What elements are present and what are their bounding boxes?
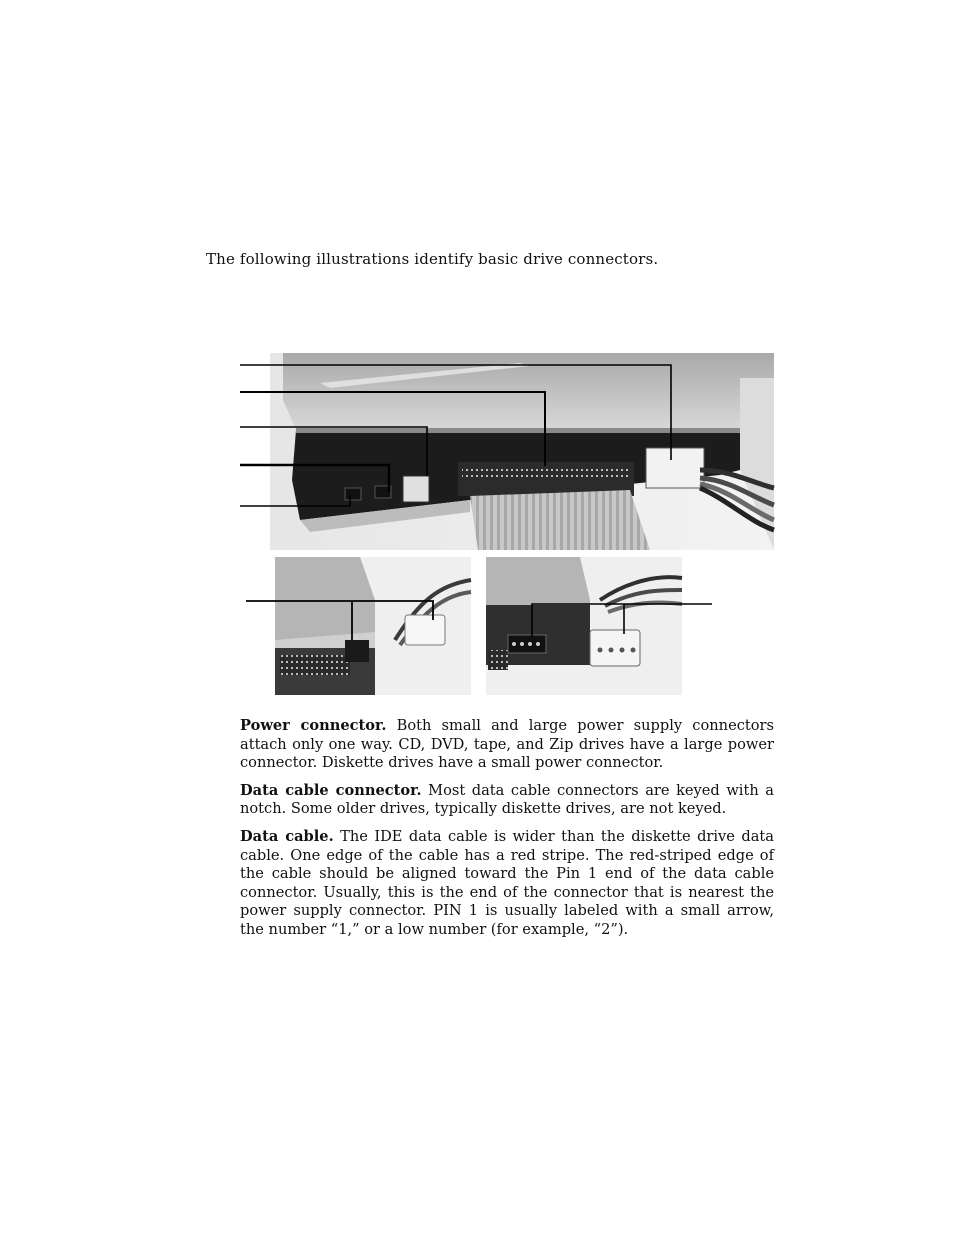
power-connector-paragraph [240, 717, 774, 773]
callout-lines-top [240, 365, 671, 506]
data-cable-connector-paragraph [240, 782, 774, 819]
intro-text: The following illustrations identify basic drive connectors. [206, 250, 659, 268]
main-drive-photo [270, 353, 774, 550]
paragraph-text: Both small and large power supply connectors attach only one way. CD, DVD, tape, and Zip drives have a large power connector. Diskette drives have a small power connector. [240, 717, 774, 772]
paragraph-term: Power connector. [240, 717, 387, 734]
power-connector-photo [486, 557, 682, 695]
paragraph-text: Most data cable connectors are keyed with a notch. Some older drives, typically diskette drives, are not keyed. [240, 781, 774, 818]
paragraph-term: Data cable connector. [240, 781, 422, 799]
paragraph-term: Data cable. [240, 827, 334, 845]
callout-lines-right [532, 604, 712, 637]
callout-lines-left [246, 601, 433, 640]
data-cable-paragraph [240, 828, 774, 940]
paragraph-text: The IDE data cable is wider than the diskette drive data cable. One edge of the cable has a red stripe. The red-striped edge of the cable should be aligned toward the Pin 1 end of the data cable connector. Usually, this is the end of the connector that is nearest the power supply connector. PIN 1 is usually labeled with a small arrow, the number “1,” or a low number (for example, “2”). [240, 827, 774, 938]
diskette-drive-photo [275, 557, 471, 695]
description-paragraphs [240, 717, 774, 949]
